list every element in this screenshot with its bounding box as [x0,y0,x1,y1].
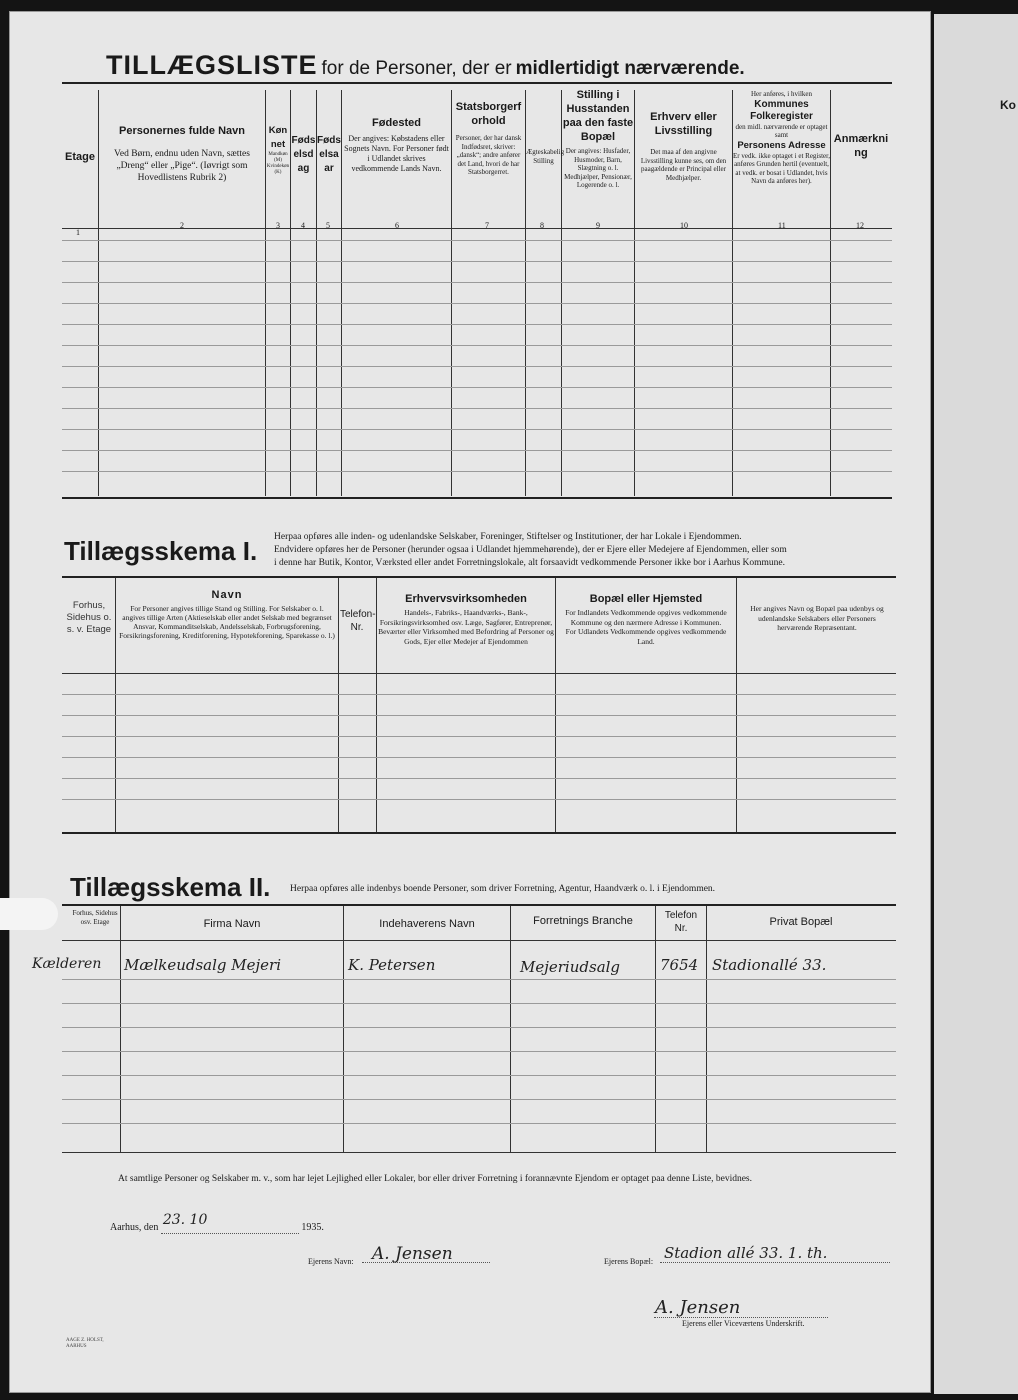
col-num: 3 [276,221,280,230]
col-num: 1 [76,228,80,237]
signature-line [654,1317,828,1318]
col-num: 11 [778,221,786,230]
table3-bottom-border [62,1152,896,1153]
col-foedselsdag-header: Fødselsdag [291,135,316,174]
census-form-page [10,12,930,1392]
col-stilling-note: Der angives: Husfader, Husmoder, Barn, Slægtning o. l. Medhjælper, Pensionær, Logerende o. l. [564,147,632,189]
finger-obstruction [0,898,58,930]
row1-bopael: Stadionallé 33. [712,956,827,974]
skema1-intro-line3: i denne har Butik, Kontor, Værksted eller andet Forretningslokale, alt forsaavidt vedkommende Personer ikke bor i Aarhus Kommune. [274,558,786,568]
t1-vline [451,90,452,496]
row-rule [62,1003,896,1004]
tillaegsliste-title [106,50,745,81]
col-navn-header [100,124,264,184]
skema1-col-navn-title: Navn [211,589,243,601]
t3-vline [655,906,656,1152]
skema1-col-erhverv-title: Erhvervsvirksomheden [405,593,527,605]
skema2-col-firma: Firma Navn [203,918,261,930]
col-num: 9 [596,221,600,230]
row-rule [62,366,892,367]
t1-vline [341,90,342,496]
title-mid: for de Personer, der er [321,58,512,79]
next-page-fragment: Ko [1000,98,1016,112]
col-etage-header: Etage [65,151,95,163]
col-num: 7 [485,221,489,230]
row1-telefon: 7654 [660,956,699,974]
skema1-col-bopael-note1: For Indlandets Vedkommende opgives vedkommende Kommune og den nærmere Adresse i Kommunen. [565,608,727,627]
t3-vline [510,906,511,1152]
date-field [161,1212,299,1234]
skema2-col-telefon: Telefon Nr. [664,910,698,934]
skema2-col-etage: Forhus, Sidehus osv. Etage [72,909,118,926]
t2-vline [736,578,737,832]
col-folkeregister-header [733,90,830,186]
row-rule [62,324,892,325]
col-folkeregister-note-top: Her anføres, i hvilken [750,90,813,98]
table3-header-bottom [62,940,896,941]
table2-top-border [62,576,896,578]
skema1-col-etage: Forhus, Sidehus o. s. v. Etage [66,600,112,635]
col-foedested-title: Fødested [372,117,421,129]
row-rule [62,757,896,758]
col-num: 4 [301,221,305,230]
row-rule [62,345,892,346]
t3-vline [120,906,121,1152]
col-folkeregister-note-mid: den midl. nærværende er optaget samt [735,122,828,139]
col-foedselsaar-header: Fødselsaar [317,135,341,174]
skema1-intro-line1: Herpaa opføres alle inden- og udenlandske Selskaber, Foreninger, Stiftelser og Institutioner, der har Lokale i Ejendommen. [274,532,742,542]
col-statsborger-title: Statsborgerforhold [455,101,522,127]
t2-vline [338,578,339,832]
table1-bottom-border [62,497,892,499]
col-koennet-header [266,124,290,176]
col-num: 10 [680,221,688,230]
skema1-col-navn-note: For Personer angives tillige Stand og Stilling. For Selskaber o. l. angives tillige Arten (Aktieselskab eller andet Selskab med begrænset Ansvar, Kommanditselskab, Andelsselskab, Forbrugsforening, Forsikringsforening, Kreditforening, Hypotekforening, Sparekasse o. l.) [119,604,335,640]
t1-vline [98,90,99,496]
skema1-intro [274,531,894,570]
col-aegteskab-header: Ægteskabelig Stilling [526,148,565,165]
row-rule [62,1099,896,1100]
row-rule [62,715,896,716]
col-folkeregister-note: Er vedk. ikke optaget i et Register, anføres Grunden hertil (eventuelt, at vedk. er bosat i Udlandet, hvis Navn da anføres her). [733,151,830,185]
row-rule [62,303,892,304]
skema1-title: Tillægsskema I. [64,536,258,566]
col-stilling-header [562,88,634,190]
skema1-col-bopael-title: Bopæl eller Hjemsted [589,593,703,605]
next-page-edge [934,14,1018,1394]
owner-name-label: Ejerens Navn: [308,1257,354,1266]
signature-value: A. Jensen [655,1297,741,1318]
skema2-col-indehaver: Indehaverens Navn [379,918,475,930]
row-rule [62,778,896,779]
t2-vline [115,578,116,832]
owner-addr-line [660,1262,890,1263]
col-foedested-note: Der angives: Købstadens eller Sognets Navn. For Personer født i Udlandet skrives vedkommende Lands Navn. [344,134,449,173]
col-statsborger-header [453,100,524,177]
owner-addr-value: Stadion allé 33. 1. th. [664,1244,828,1262]
skema1-col-bopael-note2: For Udlandets Vedkommende opgives vedkommende Land. [565,627,727,646]
col-koennet-note: Mandkøn (M) Kvindekøn (K) [266,152,290,175]
t2-vline [376,578,377,832]
col-foedested-header [344,116,449,174]
row-rule [62,979,896,980]
t3-vline [706,906,707,1152]
row-rule [62,799,896,800]
table2-bottom-border [62,832,896,834]
row-rule [62,387,892,388]
col-koennet-title: Kønnet [268,125,288,150]
skema1-col-telefon: Telefon-Nr. [340,609,376,633]
row1-branche: Mejeriudsalg [520,958,621,976]
col-num: 8 [540,221,544,230]
col-anmaerkning-header: Anmærkning [833,133,889,159]
row-rule [62,261,892,262]
col-erhverv-note: Det maa af den angivne Livsstilling kunne ses, om den paagældende er Principal eller Medhjælper. [640,148,727,182]
skema2-col-bopael: Privat Bopæl [769,916,833,928]
row-rule [62,429,892,430]
table1-top-border [62,82,892,84]
row1-firma: Mælkeudsalg Mejeri [124,956,282,974]
table2-header-bottom [62,673,896,674]
owner-name-value: A. Jensen [372,1244,453,1264]
signature-label: Ejerens eller Viceværtens Underskrift. [682,1319,805,1328]
col-num: 6 [395,221,399,230]
place-label: Aarhus, den [110,1222,159,1233]
skema1-col-navn [118,588,336,640]
row-rule [62,471,892,472]
skema2-title: Tillægsskema II. [70,872,271,902]
row-rule [62,408,892,409]
row-rule [62,240,892,241]
col-folkeregister-title: Kommunes Folkeregister [750,98,813,122]
skema2-intro: Herpaa opføres alle indenbys boende Personer, som driver Forretning, Agentur, Haandværk o. l. i Ejendommen. [290,884,716,894]
footer-date-line [110,1212,324,1234]
col-navn-title: Personernes fulde Navn [119,125,245,137]
printer-imprint: AAGE Z. HOLST, AARHUS [66,1338,104,1349]
row-rule [62,450,892,451]
skema1-col-erhverv [378,592,554,646]
t2-vline [555,578,556,832]
row-rule [62,1051,896,1052]
skema1-col-bopael [558,592,734,646]
skema1-col-erhverv-note: Handels-, Fabriks-, Haandværks-, Bank-, Forsikringsvirksomhed osv. Læge, Sagfører, Entreprenør, Beværter eller Virksomhed med Befordring af Personer og Gods, Ejer eller Medejer af Ejendommen [378,608,554,646]
t1-vline [830,90,831,496]
col-num: 2 [180,221,184,230]
table3-top-border [62,904,896,906]
title-bold2: midlertidigt nærværende. [515,58,745,79]
col-statsborger-note: Personer, der har dansk Indfødsret, skriver: „dansk“; andre anfører det Land, hvori de har Statsborgerret. [455,134,522,176]
skema2-col-branche: Forretnings Branche [533,915,633,927]
row1-etage: Kælderen [32,956,102,972]
row1-indehaver: K. Petersen [348,956,436,974]
owner-addr-label: Ejerens Bopæl: [604,1257,654,1266]
date-value: 23. 10 [162,1212,208,1228]
col-folkeregister-title2: Personens Adresse [737,139,826,151]
row-rule [62,736,896,737]
skema1-col-rep: Her angives Navn og Bopæl paa udenbys og udenlandske Selskabers eller Personers herværende Repræsentant. [750,604,884,632]
col-erhverv-header [635,110,732,182]
col-stilling-title: Stilling i Husstanden paa den faste Bopæl [562,89,634,143]
row-rule [62,1075,896,1076]
footer-statement: At samtlige Personer og Selskaber m. v., som har lejet Lejlighed eller Lokaler, bor eller driver Forretning i forannævnte Ejendom er optaget paa denne Liste, bevidnes. [118,1174,752,1184]
col-erhverv-title: Erhverv eller Livsstilling [650,111,717,137]
col-num: 5 [326,221,330,230]
year: 1935. [301,1222,324,1233]
row-rule [62,282,892,283]
row-rule [62,694,896,695]
col-navn-note: Ved Børn, endnu uden Navn, sættes „Dreng“ eller „Pige“. (Iøvrigt som Hovedlistens Rubrik 2) [114,149,250,183]
t3-vline [343,906,344,1152]
row-rule [62,1123,896,1124]
row-rule [62,1027,896,1028]
table1-header-bottom [62,228,892,229]
col-num: 12 [856,221,864,230]
title-bold: TILLÆGSLISTE [106,50,318,80]
skema1-intro-line2: Endvidere opføres her de Personer (herunder ogsaa i Udlandet hjemmehørende), der er Ejere eller Medejere af Ejendommen, eller som [274,545,787,555]
